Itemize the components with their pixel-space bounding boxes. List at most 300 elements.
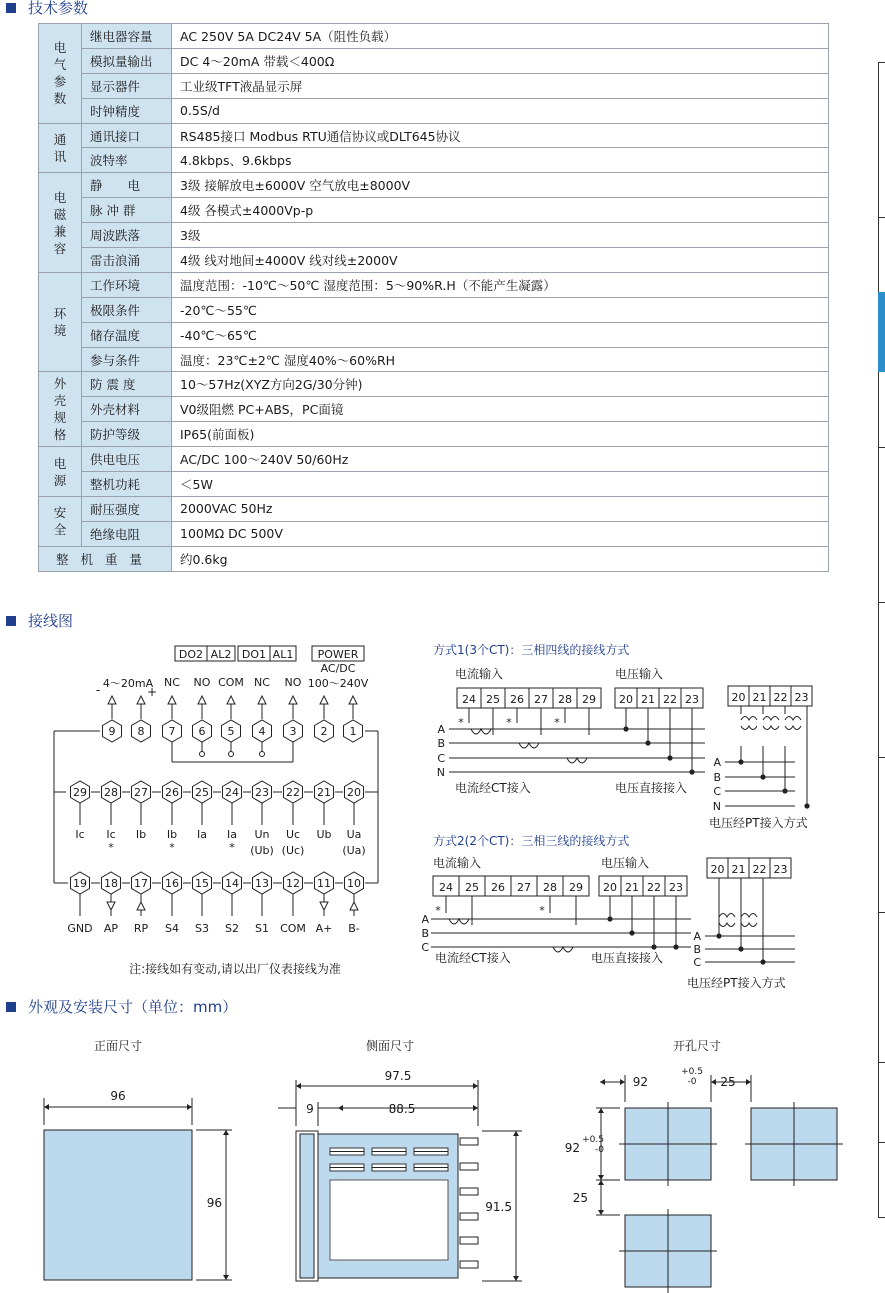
phase-label: N xyxy=(712,800,721,813)
relay-label: POWER xyxy=(317,648,359,661)
terminal-number: 23 xyxy=(669,881,683,894)
spec-name: 参与条件 xyxy=(82,347,172,372)
mode2-ct-label: 电流经CT接入 xyxy=(435,951,511,965)
section-dimension-label: 外观及安装尺寸（单位：mm） xyxy=(28,998,238,1016)
current-voltage-label: Ub xyxy=(316,828,332,841)
io-label: S2 xyxy=(225,922,239,935)
phase-label: B xyxy=(693,943,701,956)
terminal-number: 20 xyxy=(603,881,617,894)
spec-row xyxy=(39,223,829,248)
junction-dot xyxy=(738,946,743,951)
pt-coil-icon xyxy=(763,726,779,730)
current-voltage-label: Ic xyxy=(106,828,116,841)
spec-category: 电 源 xyxy=(39,447,82,497)
spec-value: AC/DC 100～240V 50/60Hz xyxy=(172,447,829,472)
terminal-number: 21 xyxy=(625,881,639,894)
pt-coil-icon xyxy=(763,717,779,721)
dimension-arrow-icon xyxy=(513,1276,519,1281)
terminal-number: 14 xyxy=(225,877,239,890)
arrow-up-icon xyxy=(137,902,145,910)
spec-value: 4级 各模式±4000Vp-p xyxy=(172,198,829,223)
terminal-number: 20 xyxy=(347,786,361,799)
phase-label: B xyxy=(437,737,445,750)
arrow-down-icon xyxy=(107,902,115,910)
spec-value: 3级 xyxy=(172,223,829,248)
terminal-number: 27 xyxy=(517,881,531,894)
spec-row xyxy=(39,422,829,447)
spec-row xyxy=(39,198,829,223)
dimension-arrow-icon xyxy=(598,1108,604,1113)
dimension-arrow-icon xyxy=(746,1079,751,1085)
phase-label: A xyxy=(713,756,721,769)
side-window xyxy=(330,1180,448,1260)
junction-dot xyxy=(673,944,678,949)
spec-category: 电 气 参 数 xyxy=(39,24,82,124)
io-label: S1 xyxy=(255,922,269,935)
junction-dot xyxy=(738,759,743,764)
dimension-arrow-icon xyxy=(223,1130,229,1135)
ct-coil-icon xyxy=(471,729,491,734)
io-label: GND xyxy=(67,922,93,935)
polarity-star: * xyxy=(169,841,175,854)
dimension-arrow-icon xyxy=(513,1131,519,1136)
phase-label: C xyxy=(421,941,429,954)
front-view-title: 正面尺寸 xyxy=(93,1039,143,1053)
section-spec-title xyxy=(6,0,88,18)
terminal-number: 27 xyxy=(534,693,548,706)
arrow-up-icon xyxy=(349,696,357,704)
terminal-number: 16 xyxy=(165,877,179,890)
pt-coil-icon xyxy=(719,914,735,918)
pt-coil-icon xyxy=(785,726,801,730)
voltage-sublabel: (Ua) xyxy=(342,844,366,857)
phase-label: A xyxy=(421,913,429,926)
mode1-title: 方式1(3个CT)：三相四线的接线方式 xyxy=(433,643,630,657)
spec-value: 温度范围：-10℃～50℃ 湿度范围：5～90%R.H（不能产生凝露） xyxy=(172,272,829,297)
pt-coil-icon xyxy=(785,717,801,721)
pt-coil-icon xyxy=(741,914,757,918)
junction-dot xyxy=(760,774,765,779)
pt-coil-icon xyxy=(741,717,757,721)
spec-name: 防护等级 xyxy=(82,422,172,447)
io-label: COM xyxy=(280,922,306,935)
terminal-number: 1 xyxy=(349,725,357,738)
terminal-number: 11 xyxy=(317,877,331,890)
spec-weight-value: 约0.6kg xyxy=(172,546,829,571)
side-front-value: 9 xyxy=(306,1102,314,1116)
terminal-number: 29 xyxy=(582,693,596,706)
phase-label: A xyxy=(437,723,445,736)
arrow-up-icon xyxy=(198,696,206,704)
spec-name: 防 震 度 xyxy=(82,372,172,397)
mode2-current-label: 电流输入 xyxy=(433,856,482,870)
terminal-number: 21 xyxy=(317,786,331,799)
side-view-title: 侧面尺寸 xyxy=(365,1039,415,1053)
cutout-view-title: 开孔尺寸 xyxy=(672,1039,722,1053)
terminal-number: 22 xyxy=(752,863,767,876)
relay-label: DO1 xyxy=(241,648,267,661)
terminal-number: 22 xyxy=(286,786,300,799)
spec-name: 波特率 xyxy=(82,148,172,173)
terminal-number: 22 xyxy=(773,691,788,704)
spec-value: IP65(前面板) xyxy=(172,422,829,447)
relay-contact-label: NC xyxy=(164,676,180,689)
dimension-drawings xyxy=(0,1030,860,1293)
spec-name: 显示器件 xyxy=(82,73,172,98)
cutout-width-tol-plus: +0.5 xyxy=(681,1067,703,1077)
mode1-voltage-label: 电压输入 xyxy=(615,667,664,681)
spec-value: 100MΩ DC 500V xyxy=(172,521,829,546)
section-square-icon xyxy=(6,3,16,13)
relay-contact-label: COM xyxy=(218,676,244,689)
spec-name: 供电电压 xyxy=(82,447,172,472)
junction-dot xyxy=(623,726,628,731)
relay-contact-icon xyxy=(229,752,234,757)
ct-coil-icon xyxy=(567,758,587,763)
current-voltage-label: Uc xyxy=(285,828,301,841)
wiring-diagram-modes xyxy=(415,636,835,996)
section-square-icon xyxy=(6,616,16,626)
relay-contact-label: NO xyxy=(284,676,302,689)
power-range-label: 100～240V xyxy=(307,677,369,690)
mode2-title: 方式2(2个CT)：三相三线的接线方式 xyxy=(433,834,630,848)
spec-row xyxy=(39,48,829,73)
voltage-sublabel: (Uc) xyxy=(281,844,305,857)
arrow-up-icon xyxy=(320,696,328,704)
spec-value: DC 4～20mA 带载＜400Ω xyxy=(172,48,829,73)
terminal-number: 9 xyxy=(108,725,116,738)
mode1-current-label: 电流输入 xyxy=(455,667,504,681)
side-terminal-icon xyxy=(460,1261,478,1268)
ct-coil-icon xyxy=(519,743,539,748)
junction-dot xyxy=(760,959,765,964)
spec-value: 10～57Hz(XYZ方向2G/30分钟) xyxy=(172,372,829,397)
spec-name: 通讯接口 xyxy=(82,123,172,148)
io-label: B- xyxy=(348,922,360,935)
side-terminal-icon xyxy=(460,1163,478,1170)
terminal-number: 23 xyxy=(794,691,809,704)
phase-label: A xyxy=(693,930,701,943)
terminal-number: 24 xyxy=(225,786,239,799)
side-terminal-icon xyxy=(460,1138,478,1145)
page-edge-marker xyxy=(878,292,885,372)
polarity-star: * xyxy=(458,716,464,729)
section-wiring-label: 接线图 xyxy=(28,612,74,630)
dimension-arrow-icon xyxy=(44,1104,49,1110)
io-label: RP xyxy=(133,922,149,935)
spec-row xyxy=(39,447,829,472)
terminal-number: 6 xyxy=(198,725,206,738)
section-square-icon xyxy=(6,1002,16,1012)
dimension-arrow-icon xyxy=(296,1083,301,1089)
arrow-up-icon xyxy=(137,696,145,704)
spec-weight-name: 整机重量 xyxy=(39,546,172,571)
pt-coil-icon xyxy=(719,923,735,927)
spec-name: 雷击浪涌 xyxy=(82,248,172,273)
spec-row xyxy=(39,123,829,148)
arrow-up-icon xyxy=(168,696,176,704)
dimension-arrow-icon xyxy=(598,1180,604,1185)
cutout-height-value: 92 xyxy=(564,1141,580,1155)
spec-row xyxy=(39,322,829,347)
current-voltage-label: Ic xyxy=(75,828,85,841)
io-label: AP xyxy=(103,922,119,935)
terminal-number: 26 xyxy=(491,881,505,894)
mode2-pt-label: 电压经PT接入方式 xyxy=(687,976,786,990)
terminal-number: 26 xyxy=(165,786,179,799)
terminal-number: 28 xyxy=(543,881,557,894)
terminal-number: 22 xyxy=(663,693,677,706)
terminal-number: 20 xyxy=(619,693,633,706)
cutout-vgap-value: 25 xyxy=(572,1191,588,1205)
junction-dot xyxy=(716,933,721,938)
terminal-number: 29 xyxy=(569,881,583,894)
spec-value: 4级 线对地间±4000V 线对线±2000V xyxy=(172,248,829,273)
front-panel xyxy=(44,1130,192,1280)
spec-value: 4.8kbps、9.6kbps xyxy=(172,148,829,173)
side-depth-value: 88.5 xyxy=(388,1102,416,1116)
spec-value: 0.5S/d xyxy=(172,98,829,123)
phase-label: B xyxy=(421,927,429,940)
terminal-number: 15 xyxy=(195,877,209,890)
mode1-pt-label: 电压经PT接入方式 xyxy=(709,816,808,830)
page-edge-index xyxy=(878,62,885,1218)
spec-value: ＜5W xyxy=(172,472,829,497)
side-terminal-icon xyxy=(460,1213,478,1220)
spec-value: V0级阻燃 PC+ABS，PC面镜 xyxy=(172,397,829,422)
dimension-arrow-icon xyxy=(598,1210,604,1215)
spec-name: 工作环境 xyxy=(82,272,172,297)
terminal-number: 29 xyxy=(73,786,87,799)
cutout-width-value: 92 xyxy=(632,1075,648,1089)
mode2-voltage-label: 电压输入 xyxy=(601,856,650,870)
terminal-number: 17 xyxy=(134,877,148,890)
terminal-number: 4 xyxy=(258,725,266,738)
spec-category: 安 全 xyxy=(39,496,82,546)
minus-sign: - xyxy=(95,683,101,697)
section-dimension-title xyxy=(6,996,237,1017)
terminal-number: 2 xyxy=(320,725,328,738)
dimension-arrow-icon xyxy=(473,1105,478,1111)
side-terminal-icon xyxy=(460,1237,478,1244)
wiring-diagram-main xyxy=(40,640,420,980)
mode1-direct-label: 电压直接接入 xyxy=(615,781,688,795)
terminal-number: 21 xyxy=(731,863,746,876)
spec-name: 储存温度 xyxy=(82,322,172,347)
spec-row xyxy=(39,372,829,397)
io-label: S3 xyxy=(195,922,209,935)
spec-value: -40℃～65℃ xyxy=(172,322,829,347)
spec-table xyxy=(38,23,829,572)
junction-dot xyxy=(782,788,787,793)
current-voltage-label: Ia xyxy=(197,828,207,841)
arrow-up-icon xyxy=(108,696,116,704)
terminal-number: 5 xyxy=(227,725,235,738)
polarity-star: * xyxy=(435,904,441,917)
spec-row xyxy=(39,472,829,497)
relay-contact-icon xyxy=(200,752,205,757)
terminal-number: 24 xyxy=(439,881,453,894)
arrow-up-icon xyxy=(227,696,235,704)
spec-name: 极限条件 xyxy=(82,297,172,322)
ct-coil-icon xyxy=(553,947,573,952)
spec-value: 温度：23℃±2℃ 湿度40%～60%RH xyxy=(172,347,829,372)
dimension-arrow-icon xyxy=(223,1275,229,1280)
section-spec-label: 技术参数 xyxy=(28,0,89,17)
phase-label: B xyxy=(713,771,721,784)
terminal-number: 24 xyxy=(462,693,476,706)
voltage-sublabel: (Ub) xyxy=(250,844,274,857)
relay-contact-label: NO xyxy=(193,676,211,689)
pt-coil-icon xyxy=(741,923,757,927)
dimension-arrow-icon xyxy=(598,1175,604,1180)
spec-name: 周波跌落 xyxy=(82,223,172,248)
analog-output-label: 4～20mA xyxy=(102,677,154,690)
terminal-number: 13 xyxy=(255,877,269,890)
spec-name: 继电器容量 xyxy=(82,24,172,49)
spec-row xyxy=(39,496,829,521)
terminal-number: 3 xyxy=(289,725,297,738)
junction-dot xyxy=(651,944,656,949)
spec-name: 脉 冲 群 xyxy=(82,198,172,223)
spec-name: 耐压强度 xyxy=(82,496,172,521)
current-voltage-label: Un xyxy=(254,828,270,841)
spec-name: 外壳材料 xyxy=(82,397,172,422)
mode1-ct-label: 电流经CT接入 xyxy=(455,781,531,795)
terminal-number: 8 xyxy=(137,725,145,738)
junction-dot xyxy=(629,930,634,935)
mode2-direct-label: 电压直接接入 xyxy=(591,951,664,965)
spec-row xyxy=(39,148,829,173)
front-width-value: 96 xyxy=(110,1089,126,1103)
terminal-number: 28 xyxy=(104,786,118,799)
spec-row xyxy=(39,73,829,98)
spec-name: 整机功耗 xyxy=(82,472,172,497)
spec-category: 环 境 xyxy=(39,272,82,372)
spec-row xyxy=(39,248,829,273)
spec-category: 电 磁 兼 容 xyxy=(39,173,82,273)
terminal-number: 7 xyxy=(168,725,176,738)
dimension-arrow-icon xyxy=(600,1079,605,1085)
spec-row xyxy=(39,521,829,546)
current-voltage-label: Ib xyxy=(166,828,178,841)
polarity-star: * xyxy=(539,904,545,917)
cutout-height-tol-plus: +0.5 xyxy=(582,1135,604,1145)
terminal-number: 23 xyxy=(773,863,788,876)
side-height-value: 91.5 xyxy=(485,1200,512,1214)
arrow-down-icon xyxy=(320,902,328,910)
pt-coil-icon xyxy=(741,726,757,730)
wiring-note: 注:接线如有变动,请以出厂仪表接线为准 xyxy=(129,962,341,976)
polarity-star: * xyxy=(229,841,235,854)
spec-name: 绝缘电阻 xyxy=(82,521,172,546)
cutout-gap-value: 25 xyxy=(720,1075,736,1089)
terminal-number: 25 xyxy=(465,881,479,894)
spec-row xyxy=(39,272,829,297)
junction-dot xyxy=(667,755,672,760)
phase-label: C xyxy=(437,752,445,765)
terminal-number: 21 xyxy=(641,693,655,706)
phase-label: C xyxy=(693,956,701,969)
spec-value: AC 250V 5A DC24V 5A（阻性负载） xyxy=(172,24,829,49)
junction-dot xyxy=(607,916,612,921)
side-total-value: 97.5 xyxy=(384,1069,412,1083)
spec-name: 静 电 xyxy=(82,173,172,198)
terminal-number: 21 xyxy=(752,691,767,704)
junction-dot xyxy=(804,803,809,808)
spec-row xyxy=(39,98,829,123)
spec-row xyxy=(39,297,829,322)
current-voltage-label: Ia xyxy=(227,828,237,841)
spec-row xyxy=(39,347,829,372)
arrow-up-icon xyxy=(289,696,297,704)
spec-row xyxy=(39,173,829,198)
side-bezel-inner xyxy=(300,1134,314,1278)
current-voltage-label: Ua xyxy=(346,828,362,841)
arrow-up-icon xyxy=(258,696,266,704)
terminal-number: 25 xyxy=(195,786,209,799)
terminal-number: 27 xyxy=(134,786,148,799)
plus-sign: + xyxy=(146,685,158,699)
terminal-number: 19 xyxy=(73,877,87,890)
terminal-number: 20 xyxy=(731,691,746,704)
dimension-arrow-icon xyxy=(187,1104,192,1110)
power-label: AC/DC xyxy=(320,662,356,675)
relay-label: DO2 xyxy=(178,648,204,661)
relay-contact-icon xyxy=(260,752,265,757)
front-height-value: 96 xyxy=(206,1196,222,1210)
side-terminal-icon xyxy=(460,1188,478,1195)
spec-value: -20℃～55℃ xyxy=(172,297,829,322)
spec-value: 2000VAC 50Hz xyxy=(172,496,829,521)
polarity-star: * xyxy=(108,841,114,854)
junction-dot xyxy=(645,740,650,745)
terminal-number: 28 xyxy=(558,693,572,706)
cutout-height-tol-minus: -0 xyxy=(595,1145,604,1155)
section-wiring-title xyxy=(6,610,73,631)
terminal-number: 22 xyxy=(647,881,661,894)
spec-row xyxy=(39,397,829,422)
relay-label: AL1 xyxy=(272,648,294,661)
current-voltage-label: Ib xyxy=(135,828,147,841)
terminal-number: 25 xyxy=(486,693,500,706)
spec-value: RS485接口 Modbus RTU通信协议或DLT645协议 xyxy=(172,123,829,148)
terminal-number: 12 xyxy=(286,877,300,890)
spec-category: 外 壳 规 格 xyxy=(39,372,82,447)
dimension-arrow-icon xyxy=(620,1079,625,1085)
arrow-up-icon xyxy=(350,902,358,910)
spec-row-weight xyxy=(39,546,829,571)
terminal-number: 10 xyxy=(347,877,361,890)
terminal-number: 26 xyxy=(510,693,524,706)
spec-value: 3级 接解放电±6000V 空气放电±8000V xyxy=(172,173,829,198)
spec-name: 时钟精度 xyxy=(82,98,172,123)
io-label: S4 xyxy=(165,922,179,935)
phase-label: C xyxy=(713,785,721,798)
terminal-number: 20 xyxy=(710,863,725,876)
dimension-arrow-icon xyxy=(338,1105,343,1111)
junction-dot xyxy=(689,769,694,774)
polarity-star: * xyxy=(554,716,560,729)
spec-category: 通 讯 xyxy=(39,123,82,173)
terminal-number: 23 xyxy=(255,786,269,799)
terminal-number: 23 xyxy=(685,693,699,706)
spec-name: 模拟量输出 xyxy=(82,48,172,73)
terminal-number: 18 xyxy=(104,877,118,890)
polarity-star: * xyxy=(506,716,512,729)
io-label: A+ xyxy=(315,922,333,935)
relay-contact-label: NC xyxy=(254,676,270,689)
